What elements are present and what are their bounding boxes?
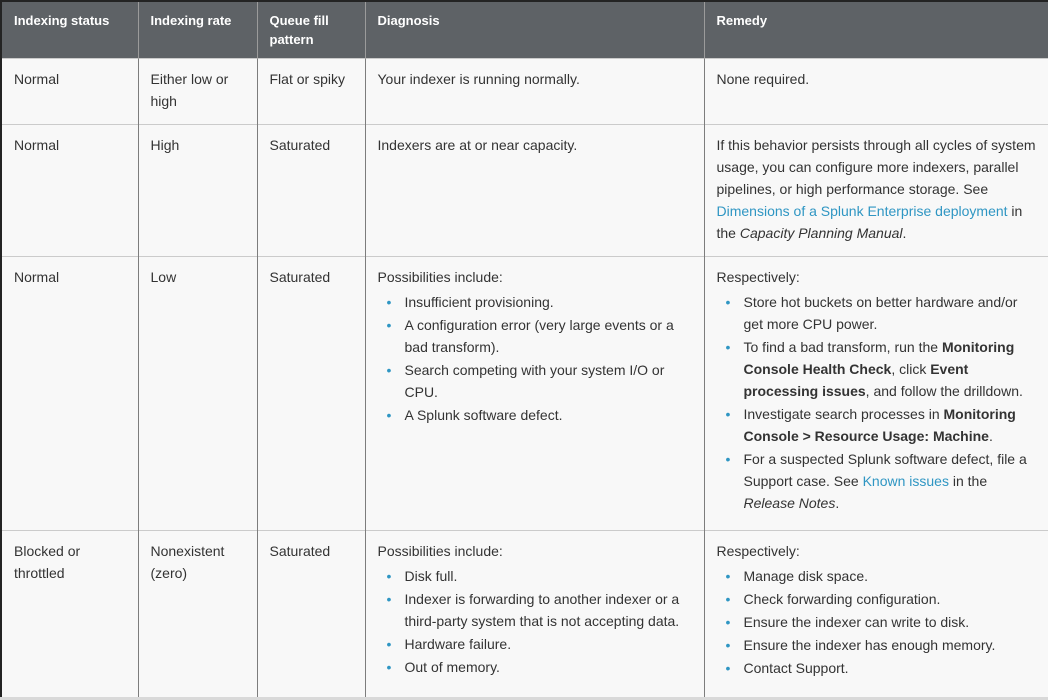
text-segment: Monitoring Console > Resource Usage: Machine [743, 406, 1016, 444]
text-segment: None required. [716, 71, 810, 87]
text-segment: , click [891, 361, 931, 377]
cell-diagnosis [365, 125, 704, 257]
cell-queue-fill-pattern: Saturated [257, 257, 365, 531]
cell-indexing-status: Normal [1, 59, 138, 125]
col-header-remedy: Remedy [704, 1, 1048, 59]
bullet-item [378, 314, 692, 358]
bullet-item [717, 634, 1037, 656]
cell-queue-fill-pattern: Flat or spiky [257, 59, 365, 125]
bullet-item [378, 359, 692, 403]
cell-intro-text [717, 68, 1037, 90]
text-segment: Indexers are at or near capacity. [377, 137, 578, 153]
cell-indexing-status: Normal [1, 125, 138, 257]
text-segment: Insufficient provisioning. [404, 294, 554, 310]
cell-indexing-rate: Nonexistent (zero) [138, 531, 257, 699]
text-segment: Investigate search processes in [743, 406, 944, 422]
text-segment: A Splunk software defect. [404, 407, 563, 423]
text-segment: If this behavior persists through all cycles of system usage, you can configure more indexers, parallel pipelines, or high performance storage. See [716, 137, 1036, 197]
cell-indexing-rate: Low [138, 257, 257, 531]
cell-intro-text [378, 134, 692, 156]
text-segment: Indexer is forwarding to another indexer or a third-party system that is not accepting data. [404, 591, 680, 629]
text-segment: Search competing with your system I/O or CPU. [404, 362, 665, 400]
doc-link[interactable]: Dimensions of a Splunk Enterprise deployment [716, 203, 1008, 219]
text-segment: Manage disk space. [743, 568, 869, 584]
text-segment: Check forwarding configuration. [743, 591, 941, 607]
text-segment: For a suspected Splunk software defect, file a Support case. See [743, 451, 1027, 489]
text-segment: , and follow the drilldown. [865, 383, 1023, 399]
cell-intro-text [717, 540, 1037, 562]
cell-diagnosis [365, 257, 704, 531]
text-segment: A configuration error (very large events or a bad transform). [404, 317, 674, 355]
header-row [1, 1, 1048, 59]
text-segment: Contact Support. [743, 660, 849, 676]
bullet-list [717, 565, 1037, 679]
cell-indexing-status: Normal [1, 257, 138, 531]
bullet-item [378, 404, 692, 426]
text-segment: Possibilities include: [377, 269, 503, 285]
text-segment: Out of memory. [404, 659, 500, 675]
bullet-item [378, 588, 692, 632]
bullet-item [717, 588, 1037, 610]
text-segment: Possibilities include: [377, 543, 503, 559]
bullet-item [378, 565, 692, 587]
cell-remedy [704, 59, 1048, 125]
cell-intro-text [717, 134, 1037, 244]
text-segment: Respectively: [716, 543, 800, 559]
col-header-queue-fill-pattern: Queue fill pattern [257, 1, 365, 59]
text-segment: Monitoring Console Health Check [743, 339, 1015, 377]
text-segment: Store hot buckets on better hardware and/or get more CPU power. [743, 294, 1018, 332]
text-segment: in the [716, 203, 1023, 241]
text-segment: . [988, 428, 993, 444]
col-header-diagnosis: Diagnosis [365, 1, 704, 59]
text-segment: Capacity Planning Manual [739, 225, 903, 241]
text-segment: Ensure the indexer has enough memory. [743, 637, 996, 653]
text-segment: To find a bad transform, run the [743, 339, 942, 355]
bullet-list [378, 291, 692, 426]
cell-indexing-status: Blocked or throttled [1, 531, 138, 699]
doc-link[interactable]: Known issues [862, 473, 949, 489]
text-segment: in the [948, 473, 988, 489]
bullet-list [717, 291, 1037, 514]
col-header-indexing-status: Indexing status [1, 1, 138, 59]
cell-intro-text [378, 540, 692, 562]
table-row [1, 257, 1048, 531]
table-row [1, 125, 1048, 257]
cell-intro-text [378, 266, 692, 288]
bullet-item [717, 291, 1037, 335]
text-segment: Ensure the indexer can write to disk. [743, 614, 970, 630]
table-row [1, 59, 1048, 125]
cell-remedy [704, 125, 1048, 257]
text-segment: Respectively: [716, 269, 800, 285]
bullet-item [378, 291, 692, 313]
text-segment: . [835, 495, 840, 511]
cell-indexing-rate: High [138, 125, 257, 257]
col-header-indexing-rate: Indexing rate [138, 1, 257, 59]
text-segment: Disk full. [404, 568, 458, 584]
text-segment: . [902, 225, 907, 241]
bullet-item [717, 448, 1037, 514]
bullet-item [717, 657, 1037, 679]
bullet-item [717, 611, 1037, 633]
cell-intro-text [717, 266, 1037, 288]
bullet-item [378, 633, 692, 655]
text-segment: Hardware failure. [404, 636, 512, 652]
text-segment: Release Notes [743, 495, 836, 511]
text-segment: Event processing issues [743, 361, 969, 399]
cell-remedy [704, 531, 1048, 699]
bullet-item [378, 656, 692, 678]
bullet-item [717, 336, 1037, 402]
cell-diagnosis [365, 531, 704, 699]
bullet-item [717, 565, 1037, 587]
cell-queue-fill-pattern: Saturated [257, 531, 365, 699]
bullet-item [717, 403, 1037, 447]
table-body [1, 59, 1048, 699]
text-segment: Your indexer is running normally. [377, 71, 580, 87]
cell-indexing-rate: Either low or high [138, 59, 257, 125]
table-row [1, 531, 1048, 699]
cell-diagnosis [365, 59, 704, 125]
cell-queue-fill-pattern: Saturated [257, 125, 365, 257]
bullet-list [378, 565, 692, 678]
table-header [1, 1, 1048, 59]
cell-intro-text [378, 68, 692, 90]
cell-remedy [704, 257, 1048, 531]
